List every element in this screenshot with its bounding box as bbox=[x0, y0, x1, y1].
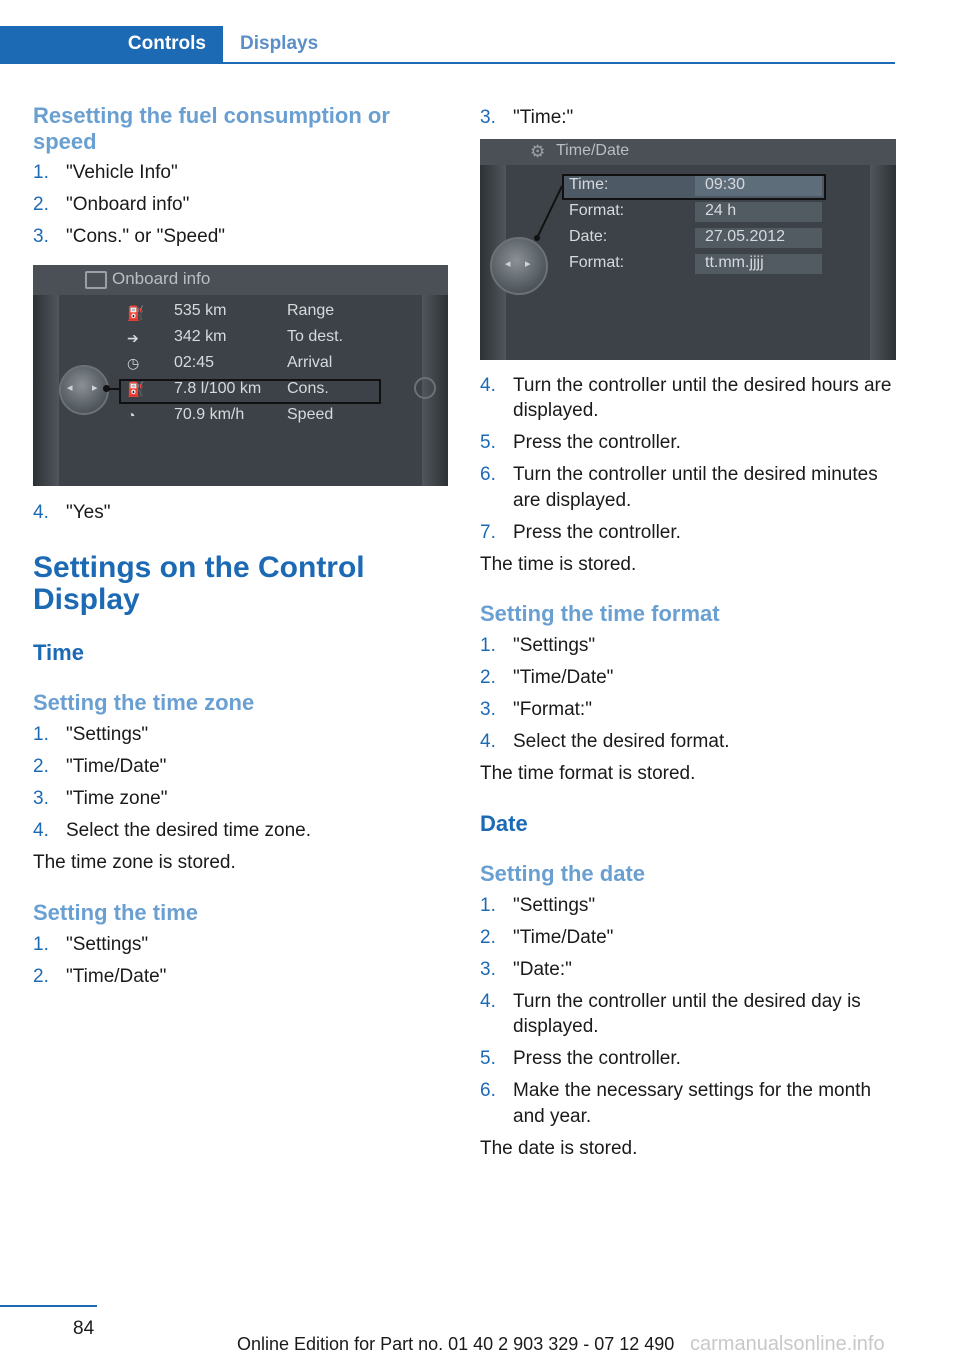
list-item: 2. "Time/Date" bbox=[480, 926, 614, 948]
list-item: 3. "Cons." or "Speed" bbox=[33, 226, 226, 247]
list-settime-steps bbox=[33, 932, 448, 990]
row-label: Date: bbox=[569, 227, 608, 245]
fuel-pump-icon: ⛽ bbox=[127, 380, 145, 397]
row-label: Arrival bbox=[287, 353, 333, 371]
heading-settings-control-display: Settings on the Control Display bbox=[33, 551, 365, 616]
format-result: The time format is stored. bbox=[480, 763, 696, 784]
list-item: 1. "Settings" bbox=[480, 894, 596, 916]
list-item: 2. "Time/Date" bbox=[480, 667, 614, 688]
list-item: 3. "Time:" bbox=[480, 107, 574, 128]
list-item: 5. Press the controller. bbox=[480, 432, 681, 453]
heading-setting-time-format: Setting the time format bbox=[480, 601, 720, 626]
list-item: 4. Turn the controller until the desired hours are displayed. bbox=[480, 374, 892, 421]
list-item: 3. "Format:" bbox=[480, 699, 592, 720]
list-item: 3. "Time zone" bbox=[33, 788, 168, 809]
row-label: To dest. bbox=[287, 327, 344, 345]
list-item: 4. Turn the controller until the desired day is displayed. bbox=[480, 990, 861, 1037]
onboard-icon bbox=[85, 271, 107, 289]
date-result: The date is stored. bbox=[480, 1137, 638, 1159]
watermark: carmanualsonline.info bbox=[690, 1333, 885, 1355]
heading-setting-time-zone: Setting the time zone bbox=[33, 690, 255, 715]
pointer-line bbox=[480, 139, 896, 360]
list-item: 4. Select the desired time zone. bbox=[33, 820, 312, 841]
header-tabs bbox=[0, 26, 895, 64]
gear-icon: ⚙ bbox=[530, 141, 546, 161]
tab-controls[interactable]: Controls bbox=[0, 26, 223, 62]
tab-displays[interactable]: Displays bbox=[240, 33, 319, 54]
list-item: 1. "Settings" bbox=[33, 933, 149, 955]
speedometer-icon: ◔ bbox=[127, 406, 136, 423]
row-label: Format: bbox=[569, 253, 625, 271]
onboard-info-screenshot bbox=[33, 265, 448, 486]
heading-setting-time: Setting the time bbox=[33, 899, 199, 925]
row-value: 7.8 l/100 km bbox=[174, 379, 262, 397]
fuel-pump-range-icon: ⛽ bbox=[127, 304, 145, 321]
row-label: Time: bbox=[569, 175, 609, 193]
row-label: Range bbox=[287, 301, 335, 319]
list-item: 2. "Time/Date" bbox=[33, 965, 167, 987]
heading-setting-date: Setting the date bbox=[480, 860, 646, 886]
page-number: 84 bbox=[73, 1318, 95, 1339]
list-settime-step3 bbox=[480, 105, 900, 131]
chevron-right-icon: ▸ bbox=[525, 257, 531, 270]
heading-reset-fuel: Resetting the fuel consumption or speed bbox=[33, 103, 390, 154]
footer-divider bbox=[0, 1305, 97, 1307]
list-item: 2. "Onboard info" bbox=[33, 194, 190, 215]
list-item: 7. Press the controller. bbox=[480, 521, 681, 543]
screen-title: Onboard info bbox=[112, 268, 211, 288]
list-item: 2. "Time/Date" bbox=[33, 756, 167, 777]
row-value: 24 h bbox=[705, 201, 737, 219]
list-item: 4. Select the desired format. bbox=[480, 731, 730, 752]
chevron-left-icon: ◂ bbox=[67, 381, 73, 394]
edition-text: Online Edition for Part no. 01 40 2 903 329 - 07 12 490 bbox=[237, 1334, 675, 1354]
list-item: 1. "Settings" bbox=[480, 635, 596, 656]
list-timezone-steps bbox=[33, 722, 448, 844]
timezone-result: The time zone is stored. bbox=[33, 852, 236, 873]
row-value: 09:30 bbox=[705, 175, 746, 193]
time-date-screenshot bbox=[480, 139, 896, 360]
list-item: 6. Make the necessary settings for the month and year. bbox=[480, 1080, 872, 1127]
screen-title: Time/Date bbox=[556, 141, 630, 159]
list-date-steps bbox=[480, 893, 900, 1130]
list-item: 1. "Vehicle Info" bbox=[33, 162, 178, 183]
right-column bbox=[480, 100, 900, 1161]
row-value: 70.9 km/h bbox=[174, 405, 245, 423]
list-item: 4. "Yes" bbox=[33, 501, 111, 523]
left-column bbox=[33, 100, 448, 996]
pointer-dot bbox=[103, 385, 110, 392]
list-fuel-steps bbox=[33, 160, 448, 250]
row-value: 02:45 bbox=[174, 353, 215, 371]
chevron-right-icon: ▸ bbox=[92, 381, 98, 394]
clock-icon: ◷ bbox=[127, 354, 140, 371]
settime-result: The time is stored. bbox=[480, 553, 637, 575]
destination-arrow-icon: ➔ bbox=[127, 329, 139, 346]
list-format-steps bbox=[480, 633, 900, 755]
row-value: 342 km bbox=[174, 327, 227, 345]
heading-time: Time bbox=[33, 640, 84, 665]
list-fuel-step4 bbox=[33, 500, 448, 526]
list-item: 6. Turn the controller until the desired minutes are displayed. bbox=[480, 464, 878, 511]
row-value: tt.mm.jjjj bbox=[705, 253, 764, 271]
row-label: Format: bbox=[569, 201, 625, 219]
row-label: Speed bbox=[287, 405, 334, 423]
list-item: 5. Press the controller. bbox=[480, 1048, 681, 1069]
heading-date: Date bbox=[480, 810, 528, 836]
list-settime-steps-more bbox=[480, 373, 900, 546]
row-value: 535 km bbox=[174, 301, 227, 319]
list-item: 1. "Settings" bbox=[33, 724, 149, 745]
row-value: 27.05.2012 bbox=[705, 227, 786, 245]
list-item: 3. "Date:" bbox=[480, 958, 572, 980]
chevron-left-icon: ◂ bbox=[505, 257, 511, 270]
settings-icon bbox=[414, 377, 436, 399]
row-label: Cons. bbox=[287, 379, 329, 397]
